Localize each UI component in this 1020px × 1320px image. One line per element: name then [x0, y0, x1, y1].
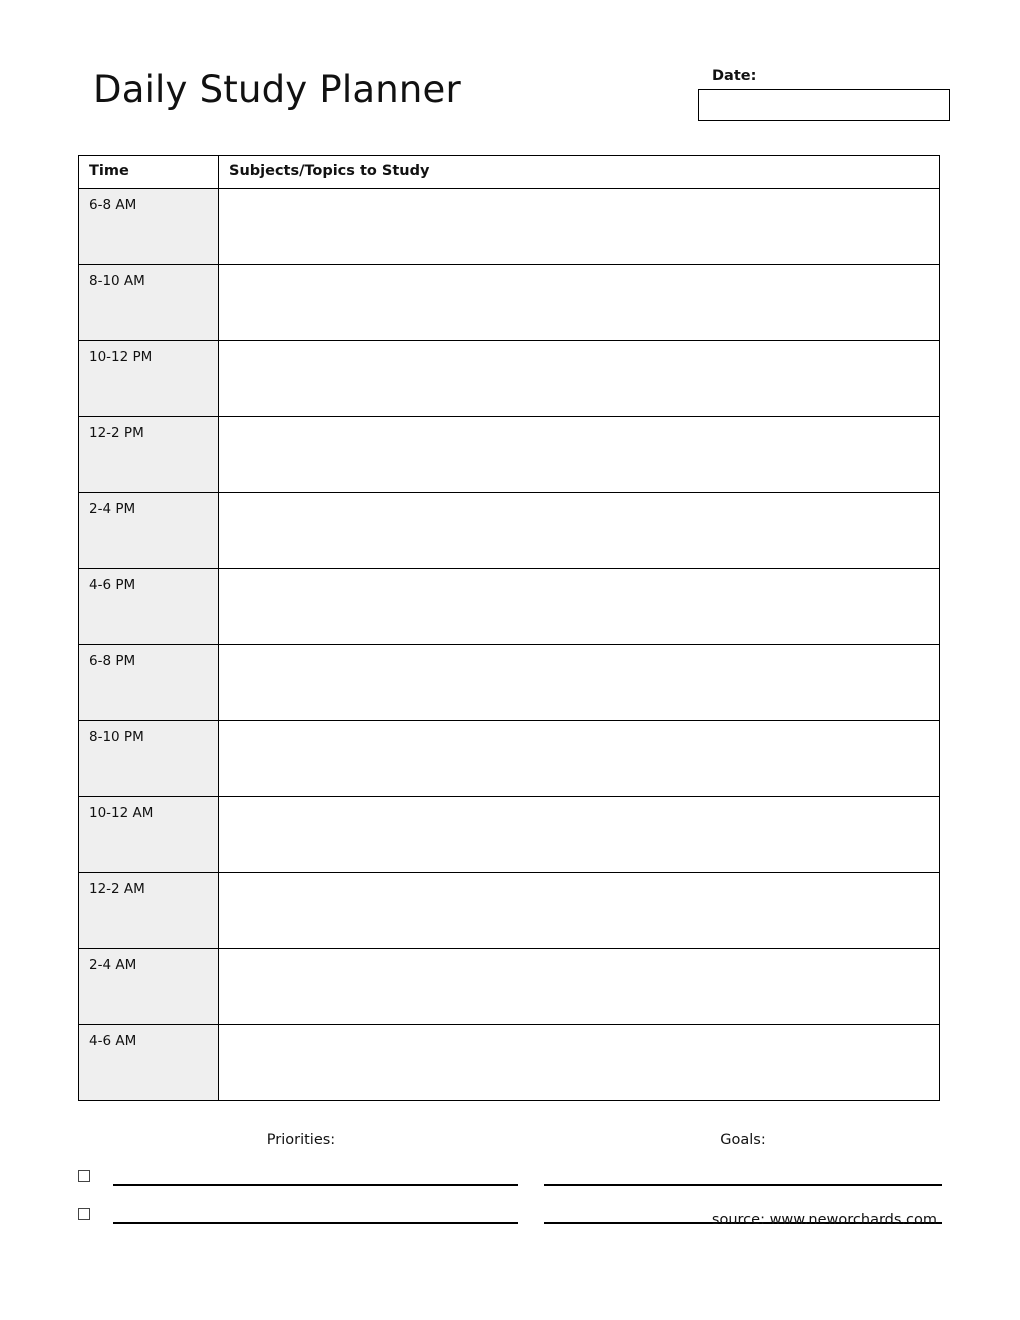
priority-input-line[interactable]	[113, 1184, 518, 1186]
priorities-section	[78, 1120, 524, 1224]
goal-input-line[interactable]	[544, 1184, 942, 1186]
study-schedule-table	[78, 155, 940, 1101]
time-slot-label: 12-2 PM	[79, 417, 219, 493]
time-slot-label: 10-12 AM	[79, 797, 219, 873]
column-header-time: Time	[79, 156, 219, 189]
subject-entry-field[interactable]	[219, 189, 940, 265]
table-row	[79, 873, 940, 949]
table-row	[79, 949, 940, 1025]
page-footer	[78, 1120, 942, 1250]
subject-entry-field[interactable]	[219, 797, 940, 873]
subject-entry-field[interactable]	[219, 721, 940, 797]
source-attribution: source: www.neworchards.com	[711, 1212, 937, 1228]
time-slot-label: 10-12 PM	[79, 341, 219, 417]
subject-entry-field[interactable]	[219, 1025, 940, 1101]
time-slot-label: 6-8 AM	[79, 189, 219, 265]
table-row	[79, 797, 940, 873]
table-row	[79, 569, 940, 645]
goal-item	[544, 1164, 942, 1186]
column-header-subject: Subjects/Topics to Study	[219, 156, 940, 189]
subject-entry-field[interactable]	[219, 341, 940, 417]
table-row	[79, 189, 940, 265]
subject-entry-field[interactable]	[219, 569, 940, 645]
subject-entry-field[interactable]	[219, 417, 940, 493]
subject-entry-field[interactable]	[219, 265, 940, 341]
time-slot-label: 2-4 AM	[79, 949, 219, 1025]
goals-heading: Goals:	[720, 1132, 766, 1148]
table-row	[79, 645, 940, 721]
time-slot-label: 12-2 AM	[79, 873, 219, 949]
table-header-row	[79, 156, 940, 189]
table-row	[79, 341, 940, 417]
checkbox-icon[interactable]	[78, 1170, 90, 1182]
priority-item	[78, 1164, 524, 1186]
table-row	[79, 1025, 940, 1101]
time-slot-label: 8-10 PM	[79, 721, 219, 797]
table-row	[79, 721, 940, 797]
date-block	[688, 68, 942, 121]
priorities-heading: Priorities:	[266, 1132, 336, 1148]
time-slot-label: 2-4 PM	[79, 493, 219, 569]
goals-section	[544, 1120, 942, 1224]
table-row	[79, 493, 940, 569]
date-label: Date:	[712, 68, 757, 84]
page-title: Daily Study Planner	[93, 68, 461, 111]
date-input[interactable]	[698, 89, 950, 121]
subject-entry-field[interactable]	[219, 645, 940, 721]
table-row	[79, 417, 940, 493]
time-slot-label: 4-6 PM	[79, 569, 219, 645]
time-slot-label: 6-8 PM	[79, 645, 219, 721]
subject-entry-field[interactable]	[219, 493, 940, 569]
subject-entry-field[interactable]	[219, 949, 940, 1025]
table-row	[79, 265, 940, 341]
page-header	[78, 60, 942, 138]
time-slot-label: 8-10 AM	[79, 265, 219, 341]
time-slot-label: 4-6 AM	[79, 1025, 219, 1101]
subject-entry-field[interactable]	[219, 873, 940, 949]
